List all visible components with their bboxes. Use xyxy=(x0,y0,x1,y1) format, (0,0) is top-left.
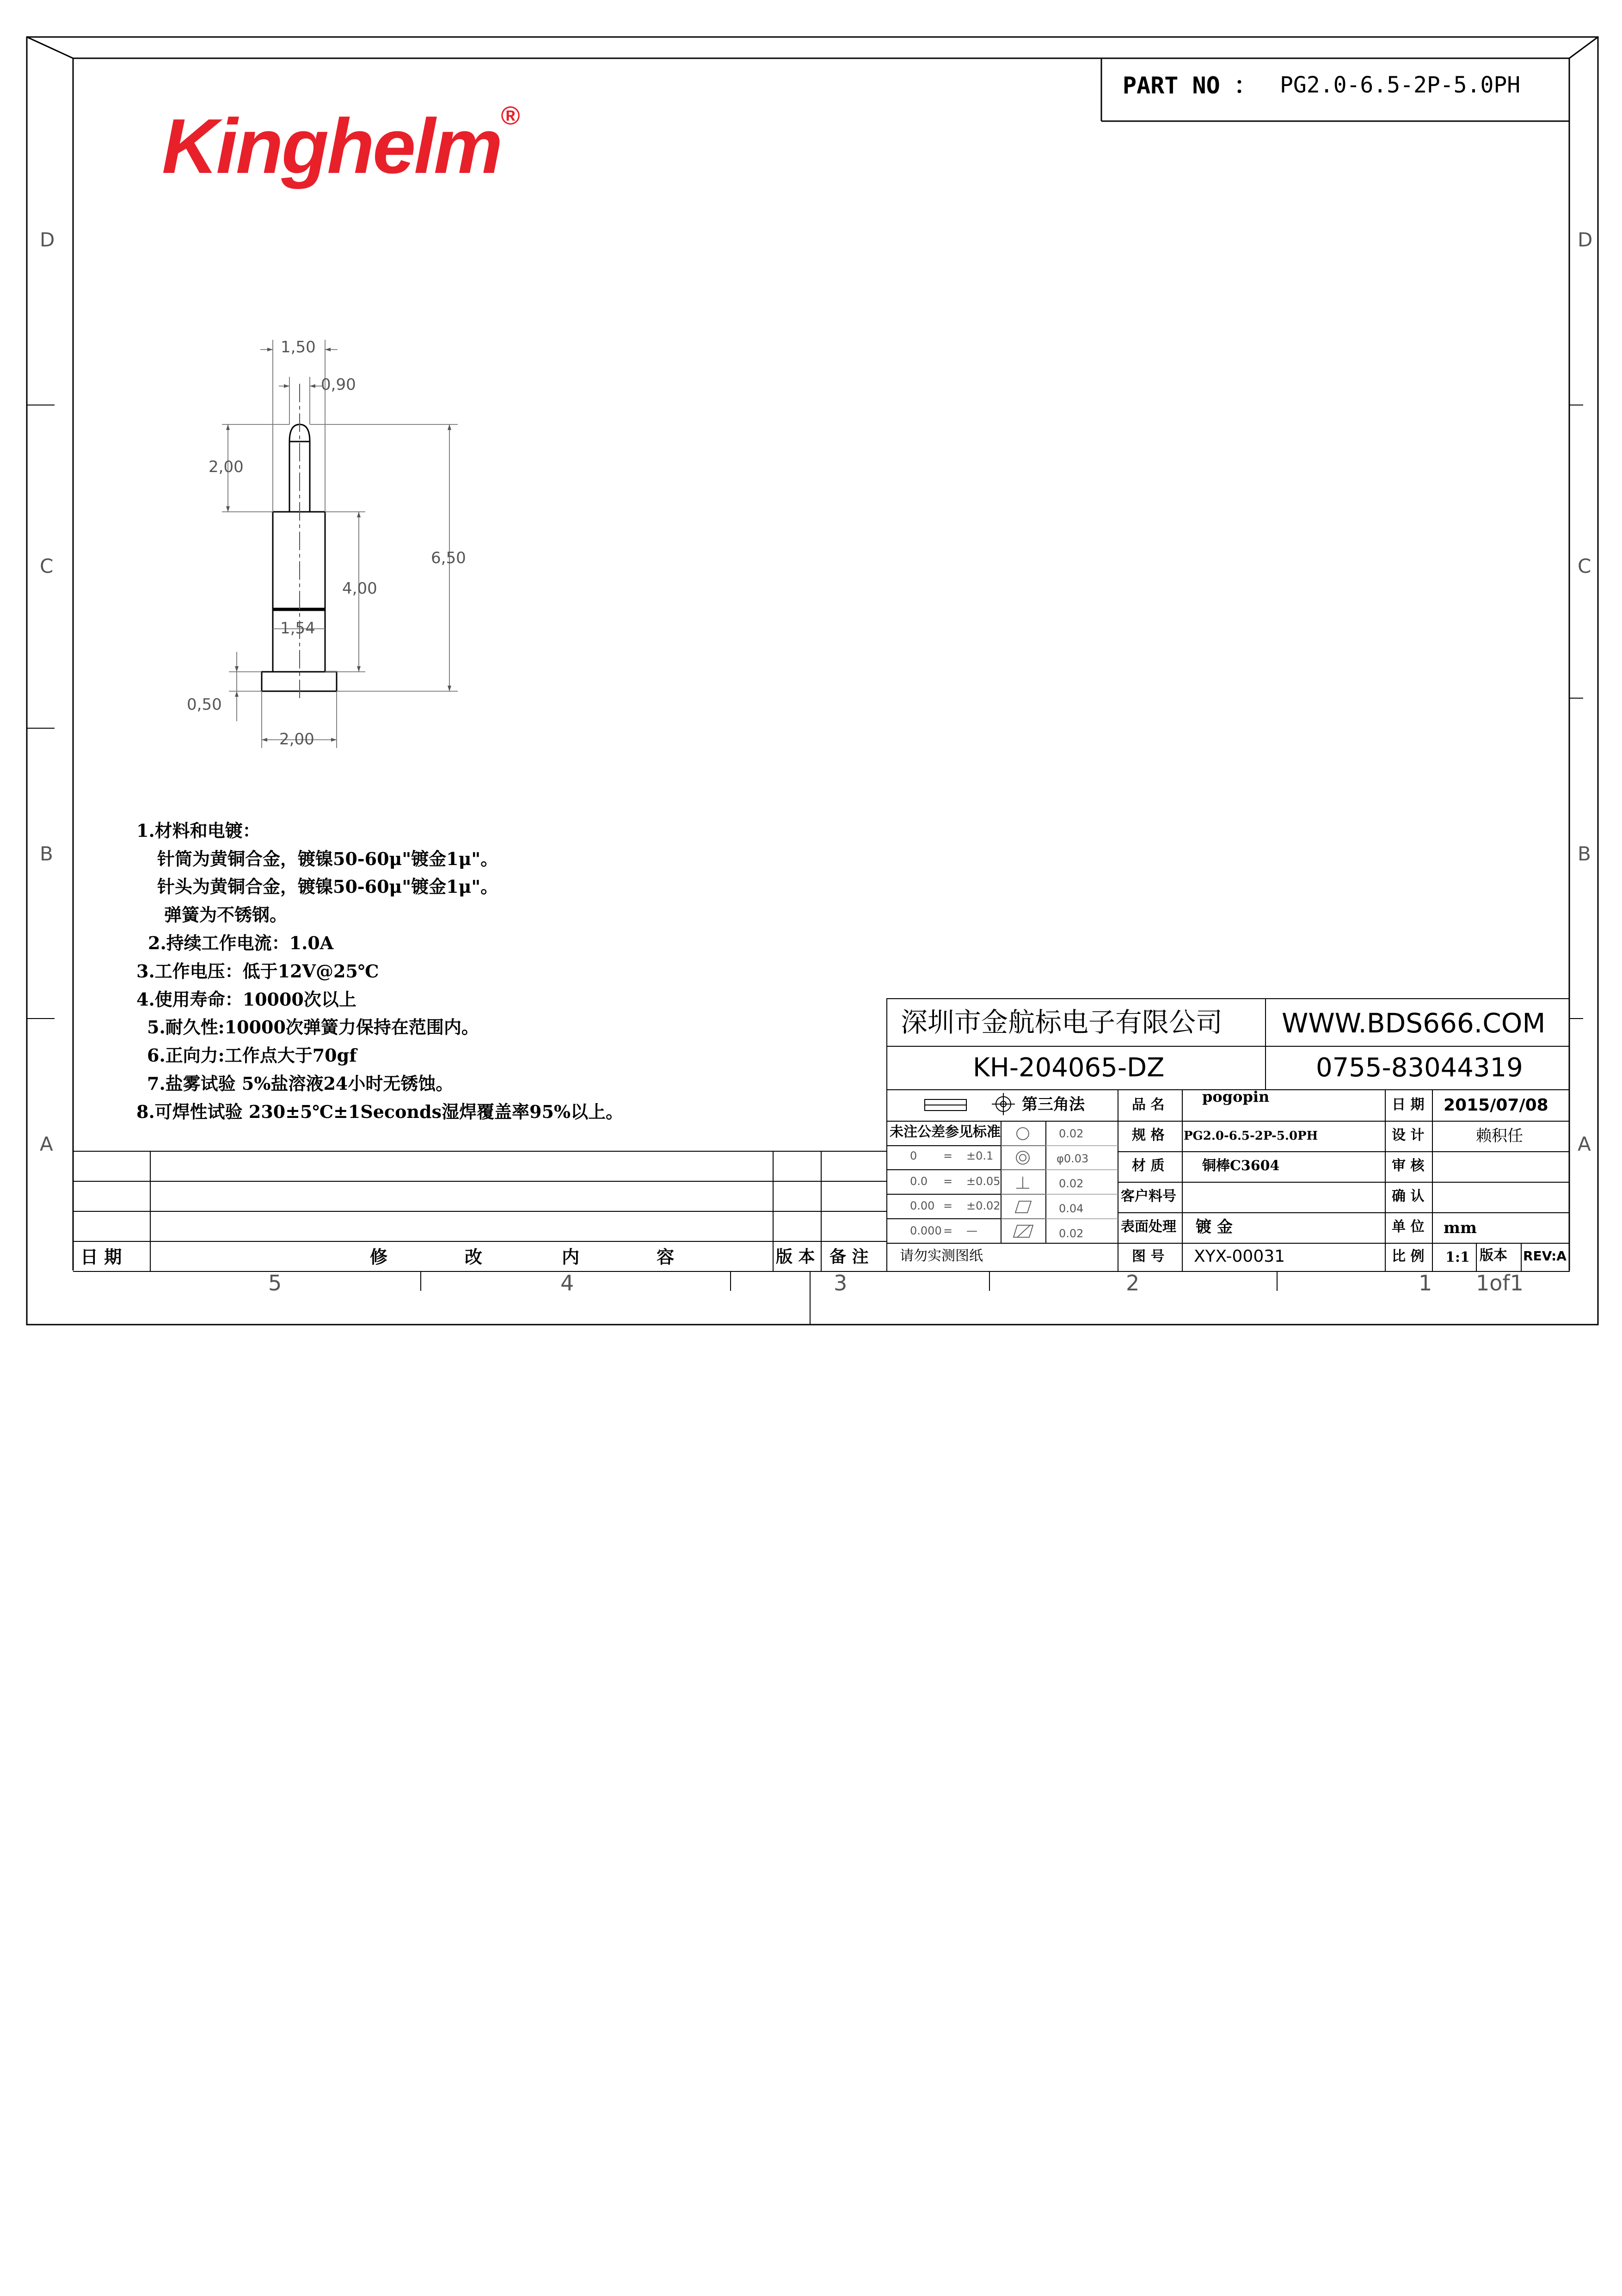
note-line: 4.使用寿命：10000次以上 xyxy=(136,989,356,1010)
surface-value: 镀 金 xyxy=(1196,1218,1233,1236)
tolerance-precision: 0.0 xyxy=(910,1175,928,1188)
note-line: 8.可焊性试验 230±5℃±1Seconds湿焊覆盖率95%以上。 xyxy=(136,1101,623,1122)
dim-tip-length: 2,00 xyxy=(209,458,244,476)
note-line: 7.盐雾试验 5%盐溶液24小时无锈蚀。 xyxy=(147,1073,454,1094)
tolerance-title: 未注公差参见标准 xyxy=(890,1124,1001,1140)
note-line: 3.工作电压：低于12V@25℃ xyxy=(136,961,379,982)
product-value: pogopin xyxy=(1202,1088,1270,1105)
note-line: 6.正向力:工作点大于70gf xyxy=(147,1045,357,1066)
zone-letter-a-left: A xyxy=(40,1133,53,1155)
unit-value: mm xyxy=(1444,1219,1477,1237)
revision-version-header: 版 本 xyxy=(776,1247,815,1266)
projection-label: 第三角法 xyxy=(1022,1095,1085,1114)
dim-flange-thickness: 0,50 xyxy=(187,695,222,714)
logo-text: Kinghelm xyxy=(162,103,501,190)
flatness-icon xyxy=(1015,1201,1031,1213)
tolerance-eq: = xyxy=(943,1149,953,1162)
registered-mark: ® xyxy=(501,101,518,130)
version-label: 版本 xyxy=(1480,1247,1507,1264)
note-line: 针筒为黄铜合金，镀镍50-60μ"镀金1μ"。 xyxy=(157,848,498,869)
tolerance-value: — xyxy=(966,1224,977,1237)
scale-label: 比 例 xyxy=(1392,1248,1425,1265)
surface-label: 表面处理 xyxy=(1121,1219,1176,1235)
designer-value: 赖积任 xyxy=(1476,1127,1523,1145)
geo-tolerance-value: 0.02 xyxy=(1059,1177,1084,1190)
drawing-code: KH-204065-DZ xyxy=(973,1053,1165,1083)
revision-content-header: 容 xyxy=(657,1246,675,1267)
zone-letter-b-left: B xyxy=(40,842,53,865)
zone-number-3: 3 xyxy=(834,1271,848,1295)
dim-barrel-dia: 1,54 xyxy=(280,619,315,638)
dim-tip: 0,90 xyxy=(321,375,356,394)
third-angle-projection-icon xyxy=(925,1093,1015,1115)
geo-tolerance-value: 0.04 xyxy=(1059,1202,1084,1215)
part-no-label: PART NO ： xyxy=(1123,72,1257,99)
company-name: 深圳市金航标电子有限公司 xyxy=(901,1007,1223,1038)
drawing-no-value: XYX-00031 xyxy=(1194,1247,1285,1266)
circularity-icon xyxy=(1017,1128,1029,1140)
customer-pn-label: 客户料号 xyxy=(1121,1188,1176,1204)
tolerance-eq: = xyxy=(943,1199,953,1212)
company-phone: 0755-83044319 xyxy=(1316,1053,1523,1083)
dim-flange-dia: 2,00 xyxy=(279,730,314,749)
geo-tolerance-value: 0.02 xyxy=(1059,1227,1084,1240)
zone-letter-a-right: A xyxy=(1578,1133,1591,1155)
tolerance-value: ±0.02 xyxy=(966,1199,1001,1212)
dim-barrel-length: 4,00 xyxy=(342,579,377,598)
rev-value: REV:A xyxy=(1523,1248,1567,1264)
zone-letter-d-right: D xyxy=(1578,228,1593,251)
pin-barrel xyxy=(273,512,325,672)
zone-letter-b-right: B xyxy=(1578,842,1591,865)
kinghelm-logo xyxy=(162,101,518,190)
zone-number-5: 5 xyxy=(268,1271,282,1295)
date-label: 日 期 xyxy=(1392,1097,1425,1113)
zone-letter-c-left: C xyxy=(40,555,54,577)
design-label: 设 计 xyxy=(1392,1127,1425,1143)
revision-date-header: 日 期 xyxy=(80,1246,122,1267)
zone-letter-c-right: C xyxy=(1578,555,1591,577)
zone-letter-d-left: D xyxy=(40,228,55,251)
dim-total-length: 6,50 xyxy=(431,549,466,567)
tolerance-value: ±0.05 xyxy=(966,1175,1001,1188)
pogo-pin-drawing xyxy=(222,340,458,748)
note-line: 针头为黄铜合金，镀镍50-60μ"镀金1μ"。 xyxy=(157,876,498,897)
note-line: 弹簧为不锈钢。 xyxy=(164,904,288,925)
revision-content-header: 改 xyxy=(465,1246,483,1267)
tolerance-precision: 0.00 xyxy=(910,1199,935,1212)
company-website: WWW.BDS666.COM xyxy=(1282,1007,1546,1039)
date-value: 2015/07/08 xyxy=(1444,1096,1548,1115)
note-line: 5.耐久性:10000次弹簧力保持在范围内。 xyxy=(147,1017,479,1037)
zone-number-1: 1 xyxy=(1419,1271,1432,1295)
note-line: 2.持续工作电流：1.0A xyxy=(148,933,334,953)
tolerance-eq: = xyxy=(943,1175,953,1188)
drawing-no-label: 图 号 xyxy=(1132,1248,1165,1265)
geo-tolerance-value: 0.02 xyxy=(1059,1127,1084,1140)
unit-label: 单 位 xyxy=(1392,1219,1425,1235)
zone-number-4: 4 xyxy=(560,1271,574,1295)
spec-label: 规 格 xyxy=(1132,1127,1165,1143)
scale-value: 1:1 xyxy=(1445,1249,1470,1265)
revision-remark-header: 备 注 xyxy=(829,1247,869,1266)
measure-note: 请勿实测图纸 xyxy=(900,1248,983,1264)
tolerance-precision: 0.000 xyxy=(910,1224,942,1237)
material-value: 铜棒C3604 xyxy=(1202,1158,1280,1174)
revision-content-header: 内 xyxy=(562,1246,580,1267)
revision-content-header: 修 xyxy=(370,1246,388,1267)
review-label: 审 核 xyxy=(1392,1158,1425,1174)
material-label: 材 质 xyxy=(1132,1158,1165,1174)
tolerance-eq: = xyxy=(943,1224,953,1237)
tolerance-value: ±0.1 xyxy=(966,1149,994,1162)
spec-value: PG2.0-6.5-2P-5.0PH xyxy=(1184,1129,1318,1143)
sheet-count: 1of1 xyxy=(1476,1271,1524,1295)
product-label: 品 名 xyxy=(1132,1097,1165,1113)
zone-number-2: 2 xyxy=(1126,1271,1140,1295)
geo-tolerance-value: φ0.03 xyxy=(1057,1152,1089,1165)
part-no-value: PG2.0-6.5-2P-5.0PH xyxy=(1280,72,1521,98)
note-line: 1.材料和电镀： xyxy=(136,820,260,841)
dim-width-top: 1,50 xyxy=(281,338,316,356)
concentricity-icon xyxy=(1016,1151,1029,1164)
tolerance-precision: 0 xyxy=(910,1149,917,1162)
confirm-label: 确 认 xyxy=(1392,1188,1425,1204)
